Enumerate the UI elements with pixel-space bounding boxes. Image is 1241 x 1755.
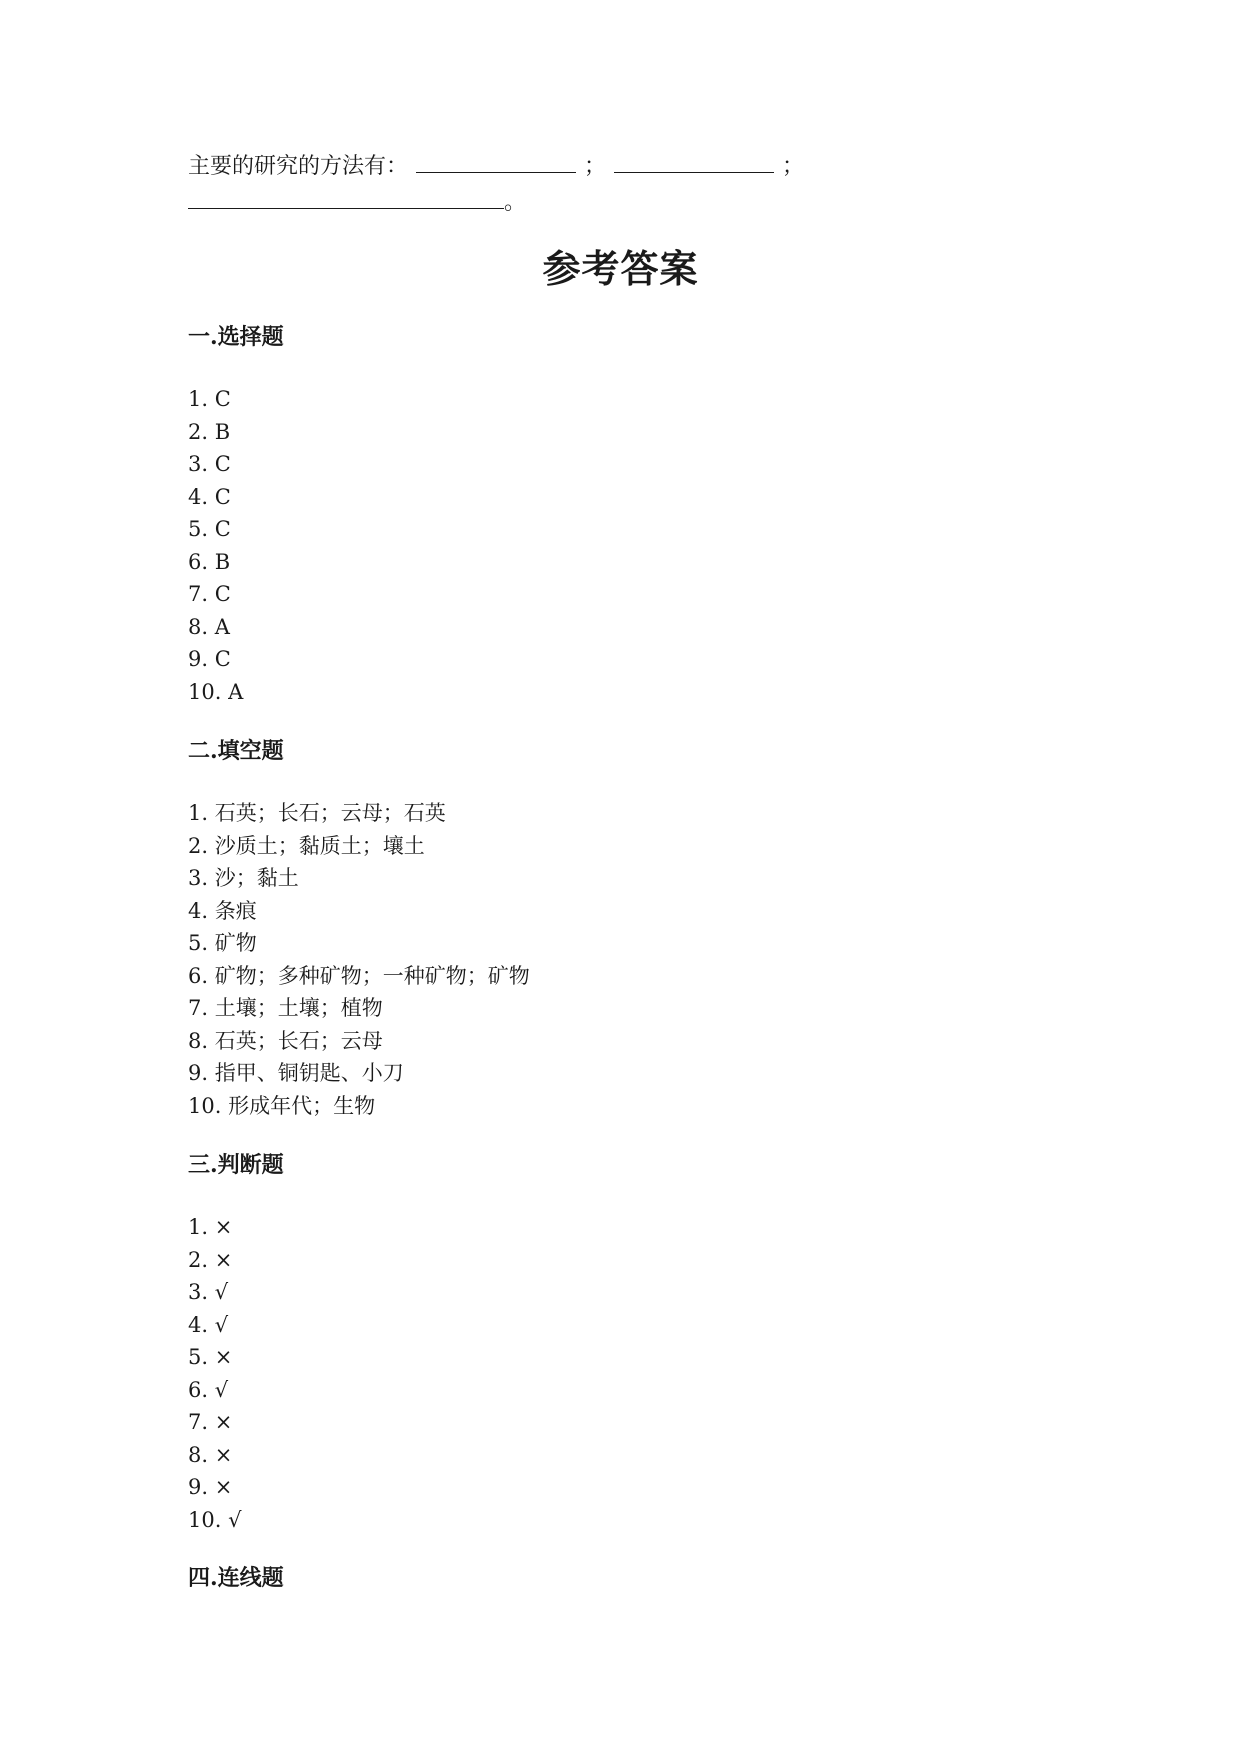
list-item: 7. × <box>188 1410 233 1434</box>
fill-blank-answer-list <box>188 797 530 1122</box>
true-false-answer-list <box>188 1211 241 1536</box>
list-item: 5. × <box>188 1345 233 1369</box>
answer-key-title: 参考答案 <box>542 246 699 291</box>
list-item: 9. 指甲、铜钥匙、小刀 <box>188 1061 404 1085</box>
blank-separator-1: ； <box>584 154 607 179</box>
answer-blank-3 <box>188 186 504 209</box>
list-item: 6. B <box>188 549 231 574</box>
question-method-line-2 <box>188 186 526 218</box>
section-title-matching: 四.连线题 <box>188 1565 284 1591</box>
list-item: 5. 矿物 <box>188 931 257 955</box>
list-item: 3. C <box>188 452 231 476</box>
question-method-line <box>188 150 804 182</box>
list-item: 2. × <box>188 1247 233 1272</box>
section-title-true-false: 三.判断题 <box>188 1152 284 1178</box>
list-item: 3. 沙；黏土 <box>188 866 299 890</box>
list-item: 4. 条痕 <box>188 898 257 923</box>
list-item: 10. A <box>188 679 244 704</box>
list-item: 6. 矿物；多种矿物；一种矿物；矿物 <box>188 963 530 988</box>
list-item: 8. 石英；长石；云母 <box>188 1028 383 1053</box>
list-item: 3. √ <box>188 1280 229 1304</box>
list-item: 6. √ <box>188 1377 229 1402</box>
answer-blank-2 <box>614 150 774 173</box>
list-item: 9. C <box>188 647 231 671</box>
list-item: 4. C <box>188 484 231 509</box>
list-item: 1. 石英；长石；云母；石英 <box>188 801 446 825</box>
list-item: 7. 土壤；土壤；植物 <box>188 996 383 1020</box>
list-item: 1. C <box>188 387 231 411</box>
sentence-end-mark: 。 <box>504 190 527 215</box>
list-item: 9. × <box>188 1475 233 1499</box>
list-item: 8. A <box>188 614 230 639</box>
list-item: 5. C <box>188 517 231 541</box>
list-item: 7. C <box>188 582 231 606</box>
list-item: 1. × <box>188 1215 233 1239</box>
section-title-choice: 一.选择题 <box>188 324 284 350</box>
choice-answer-list <box>188 383 243 708</box>
list-item: 8. × <box>188 1442 233 1467</box>
list-item: 10. 形成年代；生物 <box>188 1093 376 1118</box>
list-item: 10. √ <box>188 1507 242 1532</box>
list-item: 2. 沙质土；黏质土；壤土 <box>188 833 425 858</box>
list-item: 4. √ <box>188 1312 229 1337</box>
section-title-fill-blank: 二.填空题 <box>188 738 284 764</box>
question-method-prefix: 主要的研究的方法有： <box>188 154 409 179</box>
answer-blank-1 <box>416 150 576 173</box>
list-item: 2. B <box>188 419 231 444</box>
blank-separator-2: ； <box>782 154 805 179</box>
